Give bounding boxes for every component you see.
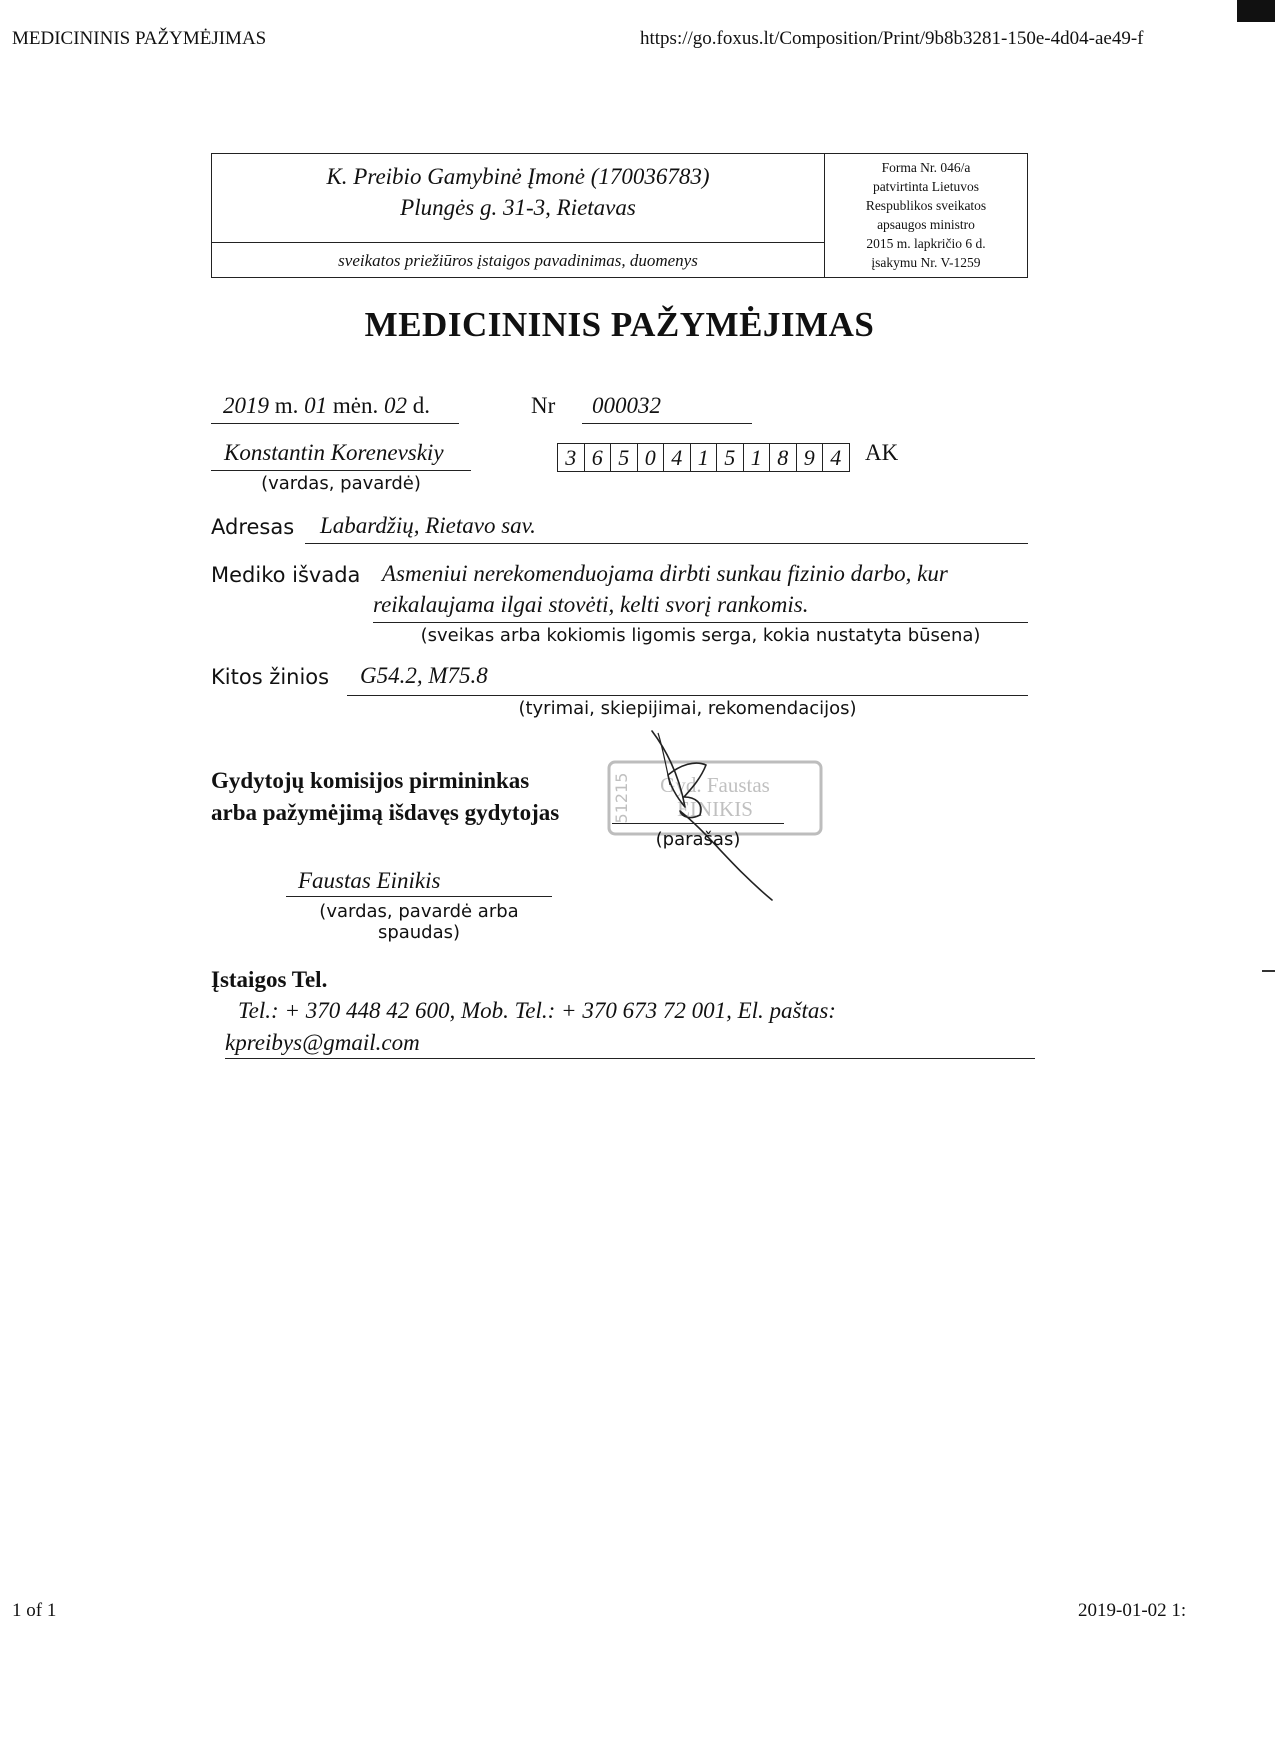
- personal-code-digit: 4: [663, 444, 690, 471]
- date-year-suffix: m.: [269, 393, 305, 418]
- personal-code-digit: 9: [796, 444, 823, 471]
- date-month: 01: [304, 393, 328, 418]
- form-note-line: 2015 m. lapkričio 6 d.: [866, 236, 986, 251]
- form-note-line: apsaugos ministro: [877, 217, 975, 232]
- doctor-name-caption: (vardas, pavardė arba spaudas): [319, 901, 519, 943]
- form-note-line: įsakymu Nr. V-1259: [871, 255, 981, 270]
- date-year: 2019: [223, 393, 269, 418]
- doctor-signature: [640, 725, 780, 905]
- date-month-suffix: mėn.: [327, 393, 384, 418]
- person-name-text: Konstantin Korenevskiy: [224, 440, 444, 465]
- institution-name: [212, 161, 824, 223]
- address-value: [305, 513, 1028, 544]
- institution-name-line1: K. Preibio Gamybinė Įmonė (170036783): [326, 164, 710, 189]
- personal-code-boxes: [557, 443, 850, 472]
- institution-name-line2: Plungės g. 31-3, Rietavas: [400, 195, 636, 220]
- document-title: MEDICININIS PAŽYMĖJIMAS: [364, 305, 875, 344]
- contacts-line2: kpreibys@gmail.com: [225, 1030, 1035, 1059]
- contacts-title: Įstaigos Tel.: [211, 967, 328, 992]
- doctor-title-line1: Gydytojų komisijos pirmininkas: [211, 768, 530, 793]
- scan-edge-tick: [1262, 970, 1275, 972]
- print-header-title: MEDICININIS PAŽYMĖJIMAS: [12, 28, 267, 49]
- doctor-name: [286, 868, 552, 897]
- doctor-name-text: Faustas Einikis: [298, 868, 441, 893]
- print-header-url: https://go.foxus.lt/Composition/Print/9b8b3281-150e-4d04-ae49-f: [640, 28, 1144, 49]
- date-day: 02: [384, 393, 407, 418]
- personal-code-digit: 1: [690, 444, 717, 471]
- form-note-line: patvirtinta Lietuvos: [872, 179, 980, 194]
- personal-code-digit: 5: [610, 444, 637, 471]
- form-note: [825, 158, 1027, 272]
- other-info-value: [347, 663, 1028, 696]
- personal-code-digit: 4: [822, 444, 849, 471]
- personal-code-digit: 1: [743, 444, 770, 471]
- doctor-title-line2: arba pažymėjimą išdavęs gydytojas: [211, 800, 560, 825]
- personal-code-digit: 8: [769, 444, 796, 471]
- issue-date: [211, 393, 459, 424]
- scan-edge-mark: [1237, 0, 1275, 22]
- conclusion-label: Mediko išvada: [211, 563, 361, 587]
- stamp-text-line2: EINIKIS: [677, 797, 753, 821]
- other-info-value-text: G54.2, M75.8: [360, 663, 488, 688]
- person-name-caption: (vardas, pavardė): [261, 473, 421, 494]
- print-footer-timestamp: 2019-01-02 1:: [1078, 1600, 1187, 1621]
- contacts-line1: Tel.: + 370 448 42 600, Mob. Tel.: + 370 673 72 001, El. paštas:: [238, 998, 836, 1023]
- other-info-label: Kitos žinios: [211, 665, 330, 689]
- number-value: [582, 393, 752, 424]
- address-value-text: Labardžių, Rietavo sav.: [320, 513, 536, 538]
- personal-code-digit: 6: [584, 444, 611, 471]
- institution-cell: [212, 154, 825, 277]
- print-footer-page: 1 of 1: [12, 1600, 57, 1621]
- institution-divider: [212, 242, 824, 243]
- personal-code-digit: 5: [716, 444, 743, 471]
- doctor-title: [211, 765, 559, 829]
- number-value-text: 000032: [592, 393, 661, 418]
- stamp-number: 51215: [612, 772, 631, 824]
- personal-code-label: AK: [865, 440, 899, 465]
- personal-code-digit: 0: [637, 444, 664, 471]
- signature-caption: (parašas): [655, 829, 741, 850]
- person-name: [211, 440, 471, 471]
- stamp-text-line1: Gyd. Faustas: [660, 773, 770, 797]
- address-label: Adresas: [211, 515, 295, 539]
- signature-line: [612, 823, 784, 824]
- other-info-caption: (tyrimai, skiepijimai, rekomendacijos): [518, 698, 857, 719]
- institution-caption: sveikatos priežiūros įstaigos pavadinimas, duomenys: [338, 251, 698, 270]
- form-note-line: Respublikos sveikatos: [865, 198, 987, 213]
- personal-code-digit: 3: [565, 445, 577, 470]
- conclusion-caption: (sveikas arba kokiomis ligomis serga, kokia nustatyta būsena): [420, 625, 981, 646]
- conclusion-line1: Asmeniui nerekomenduojama dirbti sunkau fizinio darbo, kur: [382, 561, 948, 586]
- form-note-line: Forma Nr. 046/a: [881, 160, 971, 175]
- number-label: Nr: [531, 393, 556, 418]
- date-day-suffix: d.: [407, 393, 430, 418]
- institution-box: [211, 153, 1028, 278]
- conclusion-line2: reikalaujama ilgai stovėti, kelti svorį rankomis.: [373, 592, 1028, 623]
